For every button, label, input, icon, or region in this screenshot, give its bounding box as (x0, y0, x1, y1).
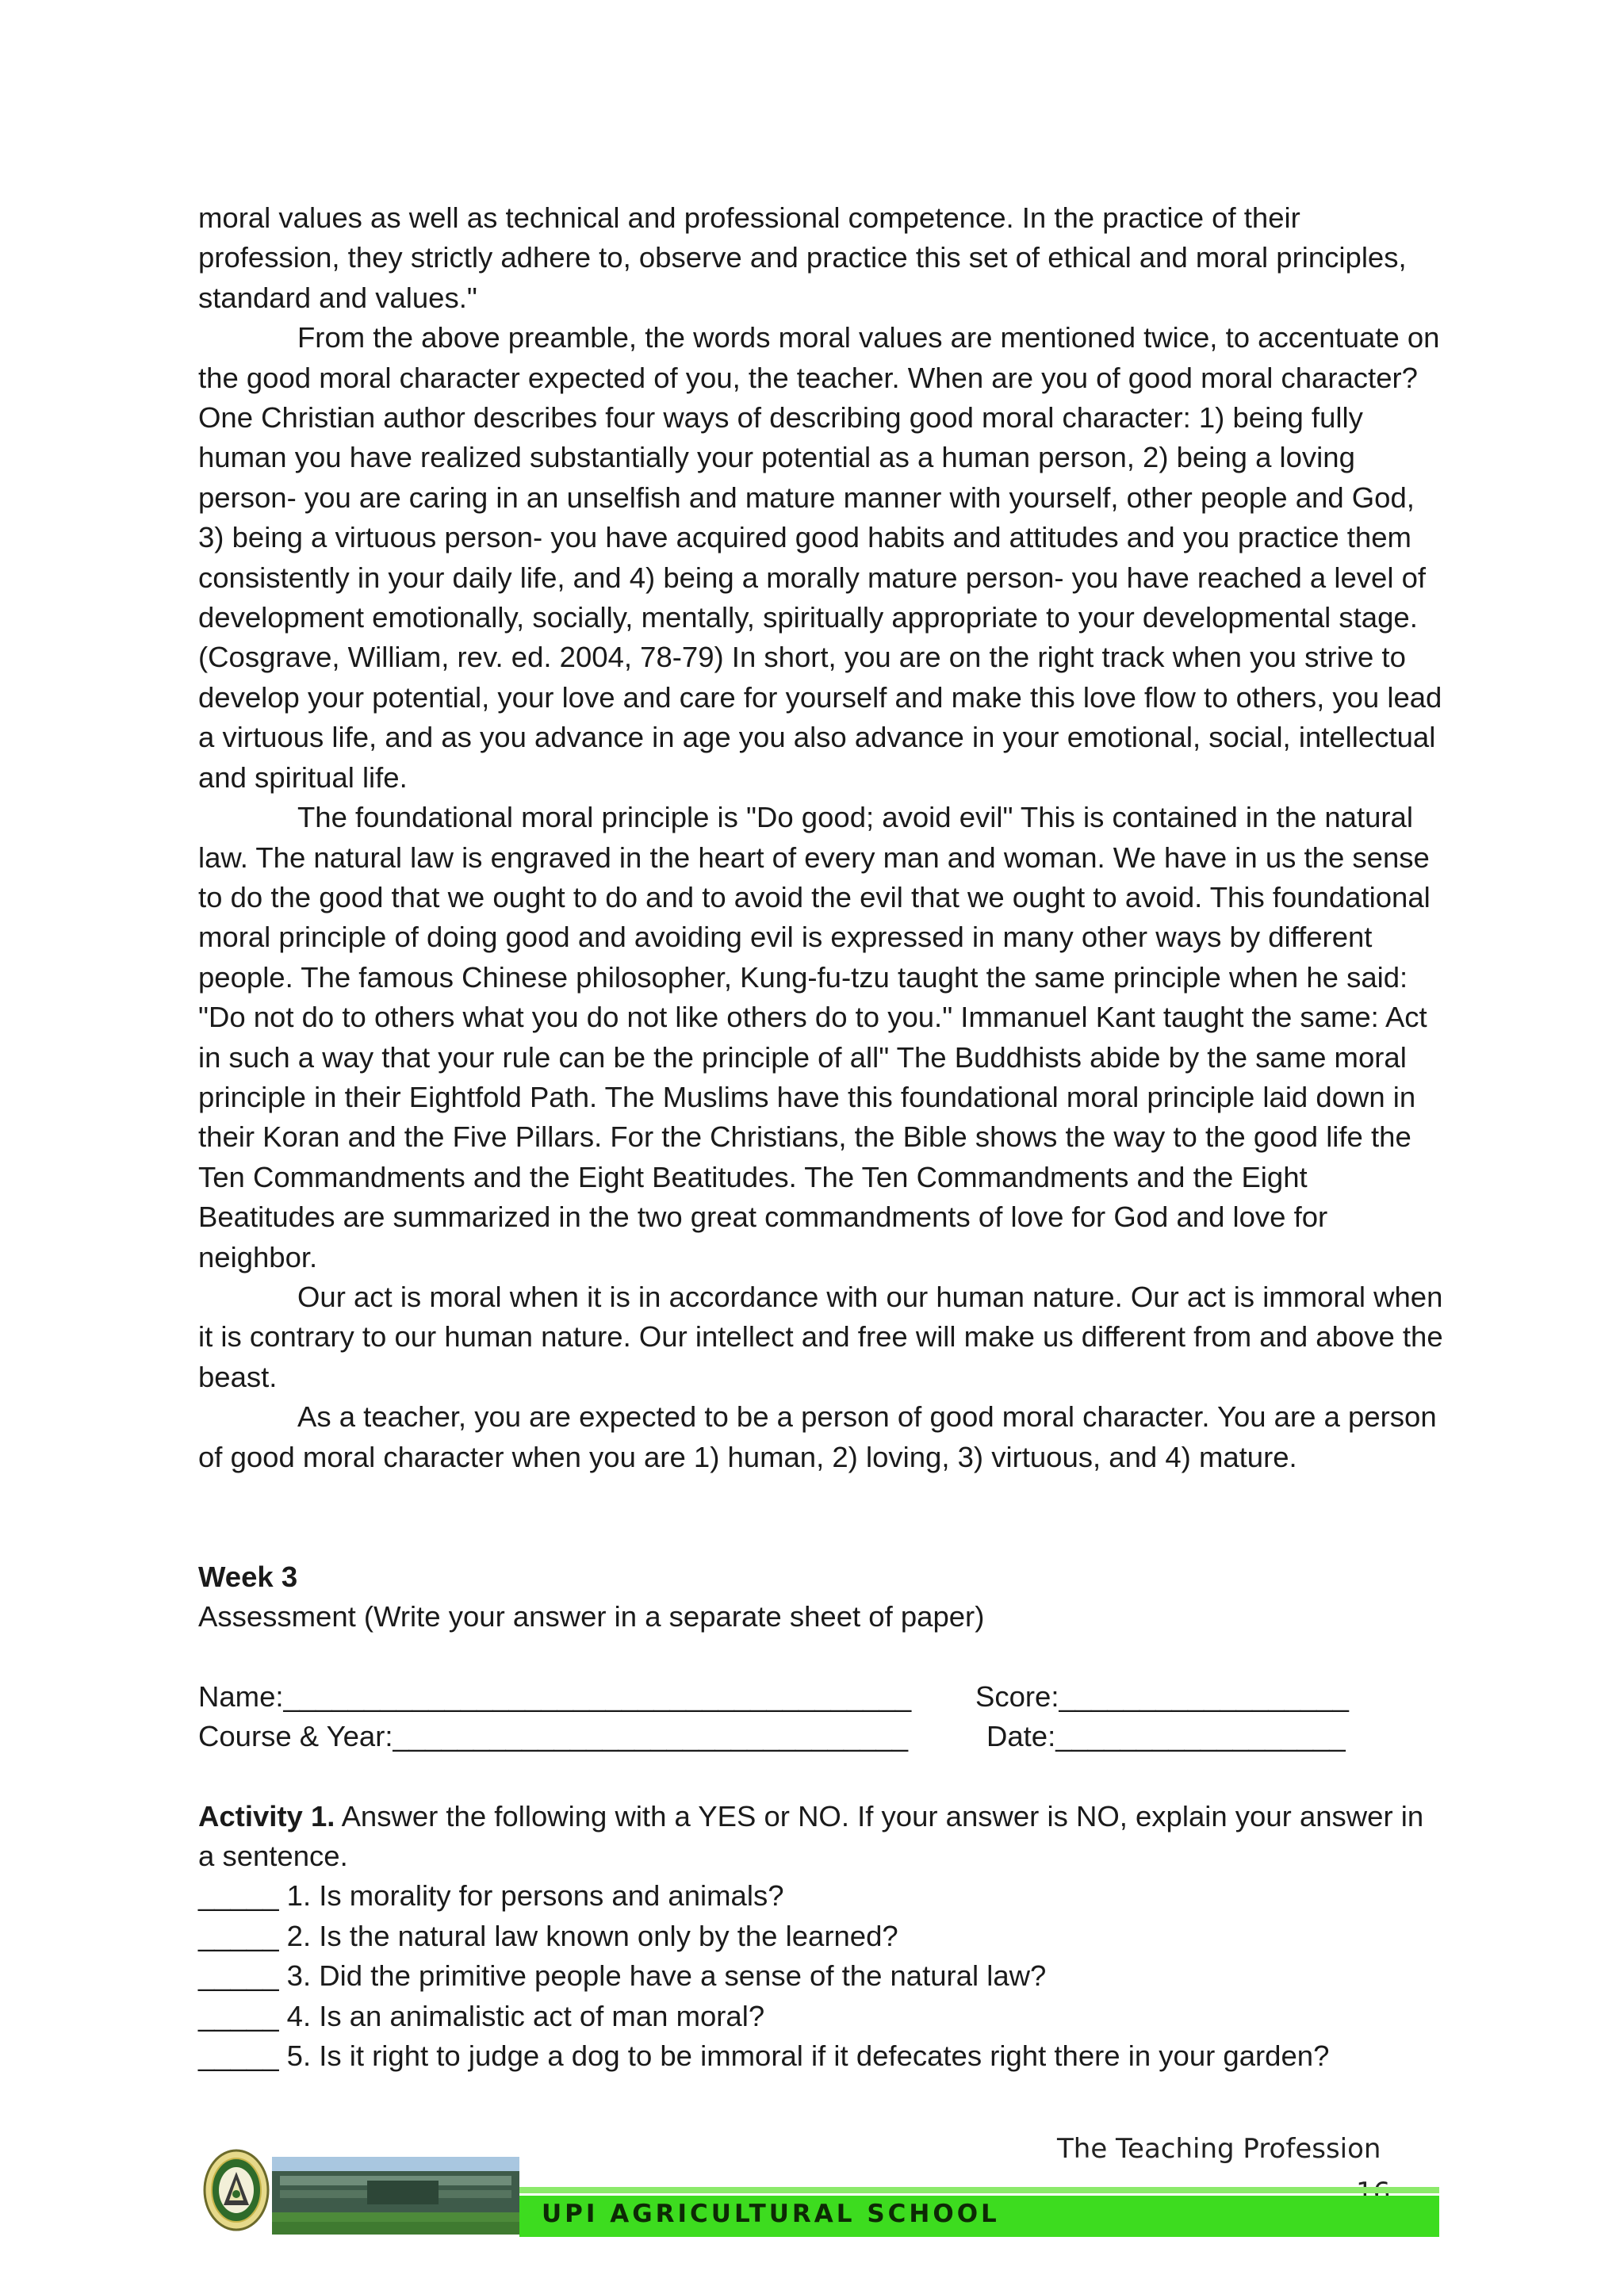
question-5: _____ 5. Is it right to judge a dog to be immoral if it defecates right there in your garden? (198, 2039, 1330, 2073)
paragraph-preamble-end: moral values as well as technical and professional competence. In the practice of their profession, they strictly adhere to, observe and practice this set of ethical and moral principles, standard and values." (198, 201, 1407, 314)
school-building-photo (272, 2157, 519, 2235)
date-field: Date:__________________ (986, 1720, 1346, 1753)
course-date-row (198, 1717, 1447, 1756)
question-3: _____ 3. Did the primitive people have a sense of the natural law? (198, 1959, 1047, 1993)
paragraph-moral-act: Our act is moral when it is in accordance with our human nature. Our act is immoral when it is contrary to our human nature. Our intellect and free will make us different from and above the beast. (198, 1280, 1443, 1393)
name-field: Name:_______________________________________ (198, 1679, 912, 1713)
school-name: UPI AGRICULTURAL SCHOOL (542, 2200, 1000, 2228)
activity-instruction (198, 1797, 1447, 1877)
page-content (198, 198, 1447, 2076)
question-2: _____ 2. Is the natural law known only by the learned? (198, 1919, 898, 1952)
activity-label: Activity 1. (198, 1799, 335, 1833)
activity-instruction-text: Answer the following with a YES or NO. If your answer is NO, explain your answer in a sentence. (198, 1799, 1424, 1872)
question-1: _____ 1. Is morality for persons and animals? (198, 1879, 784, 1913)
week-heading: Week 3 (198, 1561, 298, 1593)
paragraph-moral-character: From the above preamble, the words moral values are mentioned twice, to accentuate on the good moral character expected of you, the teacher. When are you of good moral character? One Christian author describes four ways of describing good moral character: 1) being fully human you have realized substantially your potential as a human person, 2) being a loving person- you are caring in an unselfish and mature manner with yourself, other people and God, 3) being a virtuous person- you have acquired good habits and attitudes and you practice them consistently in your daily life, and 4) being a morally mature person- you have reached a level of development emotionally, socially, mentally, spiritually appropriate to your developmental stage. (Cosgrave, William, rev. ed. 2004, 78-79) In short, you are on the right track when you strive to develop your potential, your love and care for yourself and make this love flow to others, you lead a virtuous life, and as you advance in age you also advance in your emotional, social, intellectual and spiritual life. (198, 321, 1442, 794)
score-field: Score:__________________ (975, 1679, 1349, 1713)
footer-course-title: The Teaching Profession (1057, 2133, 1381, 2165)
banner-accent-stripe (519, 2187, 1439, 2193)
paragraph-teacher-character: As a teacher, you are expected to be a person of good moral character. You are a person of good moral character when you are 1) human, 2) loving, 3) virtuous, and 4) mature. (198, 1400, 1437, 1473)
school-seal-icon (203, 2148, 270, 2232)
course-year-field: Course & Year:________________________________ (198, 1720, 909, 1753)
assessment-instruction: Assessment (Write your answer in a separate sheet of paper) (198, 1600, 985, 1633)
question-4: _____ 4. Is an animalistic act of man moral? (198, 1999, 765, 2032)
paragraph-natural-law: The foundational moral principle is "Do good; avoid evil" This is contained in the natural law. The natural law is engraved in the heart of every man and woman. We have in us the sense to do the good that we ought to do and to avoid the evil that we ought to avoid. This foundational moral principle of doing good and avoiding evil is expressed in many other ways by different people. The famous Chinese philosopher, Kung-fu-tzu taught the same principle when he said: "Do not do to others what you do not like others do to you." Immanuel Kant taught the same: Act in such a way that your rule can be the principle of all" The Buddhists abide by the same moral principle in their Eightfold Path. The Muslims have this foundational moral principle laid down in their Koran and the Five Pillars. For the Christians, the Bible shows the way to the good life the Ten Commandments and the Eight Beatitudes. The Ten Commandments and the Eight Beatitudes are summarized in the two great commandments of love for God and love for neighbor. (198, 801, 1431, 1273)
name-score-row (198, 1677, 1447, 1717)
